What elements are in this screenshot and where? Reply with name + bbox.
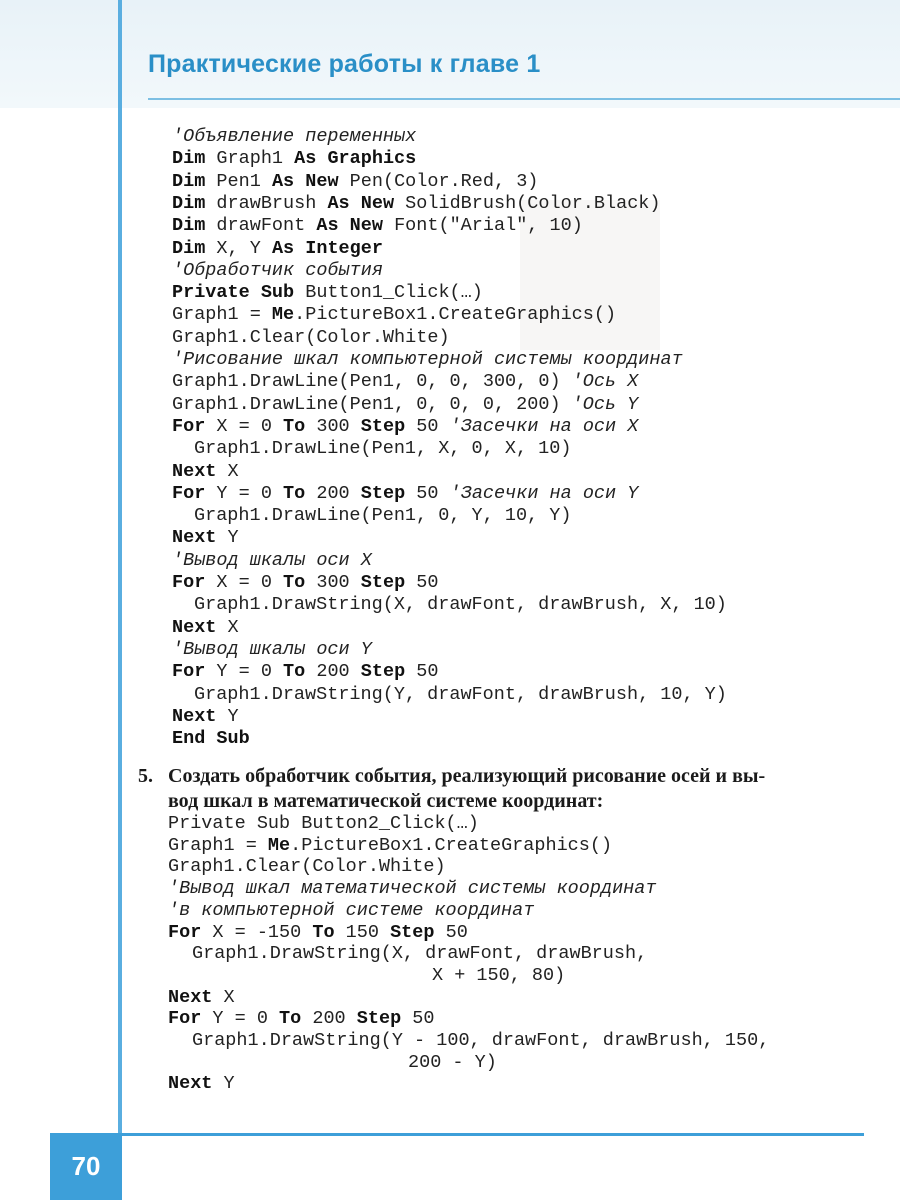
code-line <box>172 394 638 416</box>
code-keyword: To <box>312 921 335 943</box>
code-text: 200 <box>301 1008 357 1030</box>
code-keyword: For <box>168 1008 202 1030</box>
code-text: 150 <box>334 921 391 943</box>
code-keyword: As Graphics <box>294 148 417 170</box>
code-keyword: For <box>172 415 206 437</box>
code-text: Button1_Click(…) <box>294 282 483 304</box>
code-text: .PictureBox1.CreateGraphics() <box>294 304 617 326</box>
code-text: SolidBrush(Color.Black) <box>394 192 661 214</box>
page-title: Практические работы к главе 1 <box>148 50 541 78</box>
code-keyword: Me <box>271 304 295 326</box>
code-line <box>172 260 383 282</box>
left-margin-bar <box>118 0 122 1200</box>
code-line <box>192 1030 769 1052</box>
code-keyword: Dim <box>172 215 206 237</box>
code-text: Y = 0 <box>205 482 284 504</box>
code-text: Pen1 <box>205 170 272 192</box>
code-line <box>168 1073 235 1095</box>
code-line <box>194 594 727 616</box>
code-line <box>172 416 638 438</box>
code-text: drawFont <box>205 215 317 237</box>
code-comment: 'Вывод шкалы оси Y <box>172 638 372 660</box>
code-text: 50 <box>405 572 439 593</box>
code-text: X <box>212 986 235 1008</box>
code-text: 50 <box>401 1008 435 1030</box>
code-text: 200 <box>305 661 361 683</box>
code-text: 50 <box>405 661 439 683</box>
code-keyword: For <box>172 661 206 683</box>
code-text: Y = 0 <box>205 661 284 683</box>
code-text: Y = 0 <box>201 1008 280 1030</box>
code-keyword: Step <box>360 482 406 504</box>
code-line <box>168 1008 435 1030</box>
code-line <box>172 483 638 505</box>
code-comment: 'Вывод шкалы оси X <box>172 549 372 571</box>
code-line <box>168 900 534 922</box>
code-keyword: To <box>283 572 306 593</box>
code-line <box>172 639 372 661</box>
code-keyword: To <box>283 661 306 683</box>
code-keyword: Dim <box>172 170 206 192</box>
code-line <box>172 327 450 349</box>
code-line <box>172 728 250 750</box>
code-text: Font("Arial", 10) <box>382 215 583 237</box>
footer-rule <box>122 1133 864 1136</box>
task-text-line-1: Создать обработчик события, реализующий рисование осей и вы- <box>168 765 766 787</box>
code-line <box>172 126 416 148</box>
code-comment: 'Ось X <box>571 371 639 393</box>
code-text: Graph1.DrawLine(Pen1, 0, Y, 10, Y) <box>194 505 572 527</box>
code-keyword: Next <box>172 705 217 727</box>
code-text: X = 0 <box>205 572 284 593</box>
code-line <box>172 148 416 170</box>
code-keyword: Step <box>390 921 435 943</box>
code-line <box>192 943 647 965</box>
code-text: 300 <box>305 572 361 593</box>
code-line <box>172 550 372 572</box>
code-keyword: Dim <box>172 148 206 170</box>
code-keyword: For <box>172 482 206 504</box>
code-line <box>168 835 612 857</box>
code-text: drawBrush <box>205 192 328 214</box>
code-keyword: To <box>279 1008 302 1030</box>
code-keyword: Private Sub <box>172 282 295 304</box>
task-number: 5. <box>138 765 153 787</box>
code-text: 50 <box>405 482 450 504</box>
code-keyword: End Sub <box>172 728 250 750</box>
code-text: Graph1 = <box>168 834 268 856</box>
code-keyword: Next <box>172 460 217 482</box>
code-text: X <box>216 460 239 482</box>
code-text: 50 <box>405 415 450 437</box>
code-keyword: As New <box>271 170 339 192</box>
code-line <box>172 661 439 683</box>
code-comment: 'Засечки на оси Y <box>449 482 639 504</box>
code-keyword: Next <box>168 986 213 1008</box>
code-line <box>172 171 538 193</box>
code-keyword: Step <box>360 572 406 593</box>
code-comment: 'в компьютерной системе координат <box>168 899 535 921</box>
code-line <box>172 282 483 304</box>
task-text-line-2: вод шкал в математической системе координат: <box>168 790 604 812</box>
code-line <box>168 856 446 878</box>
code-text: 300 <box>305 415 361 437</box>
code-comment: 'Ось Y <box>571 393 639 415</box>
code-line <box>168 813 479 835</box>
code-text: Graph1.Clear(Color.White) <box>168 856 446 878</box>
code-text: Graph1 <box>205 148 295 170</box>
code-line <box>194 505 571 527</box>
code-line <box>172 349 683 371</box>
code-text: 50 <box>434 921 468 943</box>
code-keyword: Step <box>360 415 406 437</box>
code-text: Private Sub Button2_Click(…) <box>168 813 479 834</box>
code-line <box>168 987 235 1009</box>
code-text: Graph1.DrawLine(Pen1, X, 0, X, 10) <box>194 438 572 460</box>
code-comment: 'Рисование шкал компьютерной системы координат <box>172 349 683 370</box>
page-number: 70 <box>50 1133 122 1200</box>
code-line <box>172 527 239 549</box>
code-text: Y <box>216 705 239 727</box>
code-keyword: Step <box>356 1008 402 1030</box>
code-keyword: To <box>283 415 306 437</box>
code-line <box>172 238 383 260</box>
code-line <box>172 572 439 594</box>
code-keyword: For <box>172 572 206 593</box>
code-keyword: Step <box>360 661 406 683</box>
code-comment: 'Вывод шкал математической системы координат <box>168 878 657 900</box>
code-text: 200 <box>305 482 361 504</box>
code-comment: 'Объявление переменных <box>172 126 417 147</box>
code-line <box>408 1052 497 1074</box>
code-line <box>172 461 239 483</box>
code-keyword: As New <box>327 192 395 214</box>
code-line <box>168 922 468 944</box>
code-text: Graph1.DrawString(Y - 100, drawFont, drawBrush, 150, <box>192 1030 770 1051</box>
code-comment: 'Засечки на оси X <box>449 415 639 437</box>
code-line <box>172 617 239 639</box>
code-text: Graph1.DrawLine(Pen1, 0, 0, 300, 0) <box>172 371 572 393</box>
code-text: Pen(Color.Red, 3) <box>338 170 539 192</box>
code-comment: 'Обработчик события <box>172 259 383 281</box>
code-line <box>172 304 616 326</box>
code-text: X = 0 <box>205 415 284 437</box>
code-text: X + 150, 80) <box>432 964 566 986</box>
code-keyword: Next <box>172 616 217 638</box>
code-text: Graph1 = <box>172 304 272 326</box>
code-text: X = -150 <box>201 921 313 943</box>
code-text: Graph1.DrawString(Y, drawFont, drawBrush, 10, Y) <box>194 683 727 705</box>
code-text: Graph1.Clear(Color.White) <box>172 326 450 348</box>
code-text: Y <box>216 527 239 549</box>
code-line <box>172 215 583 237</box>
code-text: Y <box>212 1073 235 1095</box>
code-line <box>172 371 638 393</box>
code-line <box>194 438 571 460</box>
code-keyword: Dim <box>172 237 206 259</box>
code-keyword: To <box>283 482 306 504</box>
code-line <box>172 706 239 728</box>
code-text: X, Y <box>205 237 272 259</box>
code-text: .PictureBox1.CreateGraphics() <box>290 834 613 856</box>
code-keyword: As New <box>316 215 383 237</box>
code-keyword: As Integer <box>271 237 383 259</box>
code-line <box>172 193 661 215</box>
header-rule <box>148 98 900 100</box>
code-keyword: Next <box>172 527 217 549</box>
code-keyword: Next <box>168 1073 213 1095</box>
code-keyword: Dim <box>172 192 206 214</box>
task-5 <box>138 764 878 814</box>
code-text: 200 - Y) <box>408 1051 497 1073</box>
code-keyword: Me <box>267 834 291 856</box>
code-line <box>432 965 565 987</box>
code-text: Graph1.DrawLine(Pen1, 0, 0, 0, 200) <box>172 393 572 415</box>
code-line <box>194 684 727 706</box>
code-keyword: For <box>168 921 202 943</box>
code-text: Graph1.DrawString(X, drawFont, drawBrush, <box>192 943 648 965</box>
code-line <box>168 878 656 900</box>
code-text: Graph1.DrawString(X, drawFont, drawBrush, X, 10) <box>194 594 727 616</box>
code-text: X <box>216 616 239 638</box>
